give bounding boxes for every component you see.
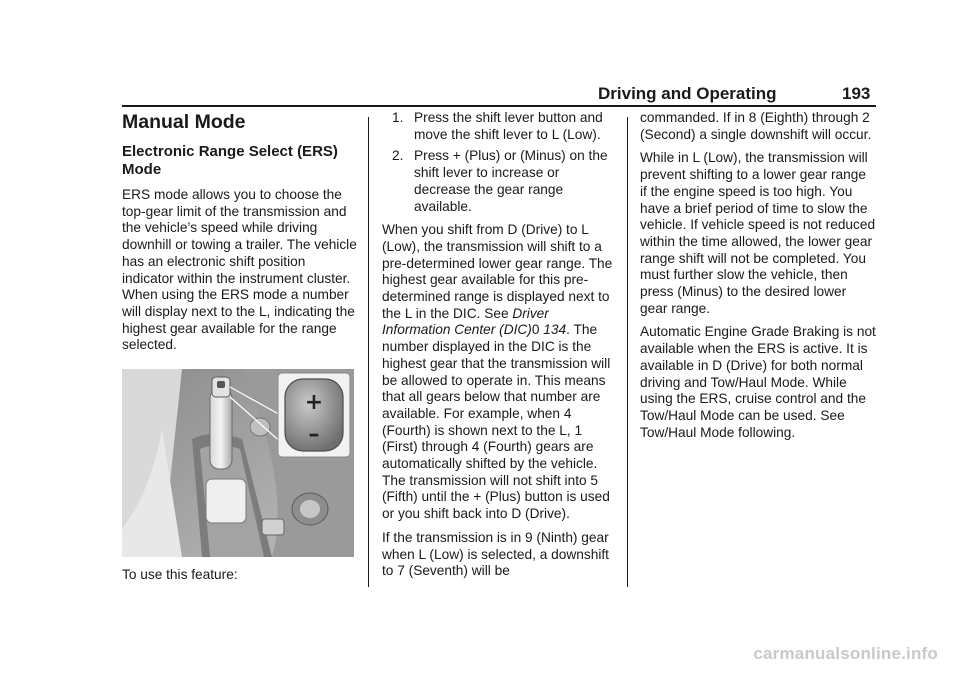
step-number: 1. [392, 110, 404, 125]
step-text: Press the shift lever button and move the shift lever to L (Low). [414, 110, 603, 142]
grade-braking-paragraph: Automatic Engine Grade Braking is not available when the ERS is active. It is available in D (Drive) for both normal driving and Tow/Haul Mode. While using the ERS, cruise control and the Tow/Haul Mode can be used. See Tow/Haul Mode following. [640, 324, 876, 440]
subsection-title: Electronic Range Select (ERS) Mode [122, 143, 338, 178]
ers-intro-paragraph: ERS mode allows you to choose the top-gear limit of the transmission and the vehicle’s speed while driving downhill or towing a trailer. The vehicle has an electronic shift position indicator within the instrument cluster. When using the ERS mode a number will display next to the L, indicating the highest gear available for the range selected. [122, 187, 357, 353]
page-number: 193 [842, 84, 871, 103]
page-ref-number[interactable]: 134 [543, 322, 567, 338]
shift-lever-illustration [122, 369, 354, 557]
dic-paragraph [382, 222, 614, 523]
use-feature-text: To use this feature: [122, 567, 238, 583]
page-ref-symbol: 0 [531, 322, 540, 338]
shift-lever-figure [122, 369, 354, 557]
step-number: 2. [392, 148, 404, 164]
minus-symbol: – [308, 422, 320, 448]
column-1 [122, 110, 358, 591]
watermark: carmanualsonline.info [753, 644, 938, 663]
header-title: Driving and Operating [598, 84, 777, 103]
downshift-paragraph: commanded. If in 8 (Eighth) through 2 (Second) a single downshift will occur. [640, 110, 872, 142]
column-2 [382, 110, 614, 587]
plus-symbol: + [304, 390, 324, 416]
column-3 [640, 110, 876, 448]
dic-text-after: . The number displayed in the DIC is the highest gear that the transmission will be allowed to operate in. This means that all gears below that number are available. For example, when 4 (Fourth) is shown next to the L, 1 (First) through 4 (Fourth) gears are automatically shifted by the vehicle. The transmission will not shift into 5 (Fifth) until the + (Plus) button is used or you shift back into D (Drive). [382, 322, 611, 522]
column-divider-1 [368, 117, 369, 587]
dic-text-before: When you shift from D (Drive) to L (Low), the transmission will shift to a pre-determined lower gear range. The highest gear available for this pre-determined range is displayed next to the L in the DIC. See [382, 222, 613, 321]
step-text: Press + (Plus) or (Minus) on the shift lever to increase or decrease the gear range available. [414, 148, 608, 214]
column-divider-2 [627, 117, 628, 587]
steps-list [382, 110, 614, 215]
step-item [382, 148, 614, 215]
dic-reference-link[interactable]: Driver Information Center (DIC) [382, 305, 549, 338]
header-rule [122, 105, 876, 107]
ninth-gear-paragraph: If the transmission is in 9 (Ninth) gear when L (Low) is selected, a downshift to 7 (Seventh) will be [382, 529, 609, 579]
low-range-paragraph: While in L (Low), the transmission will prevent shifting to a lower gear range if the engine speed is too high. You have a brief period of time to slow the vehicle. If vehicle speed is not reduced within the time allowed, the lower gear range shift will not be completed. You must further slow the vehicle, then press (Minus) to the desired lower gear range. [640, 150, 876, 316]
step-item [382, 110, 614, 143]
section-title: Manual Mode [122, 111, 246, 133]
